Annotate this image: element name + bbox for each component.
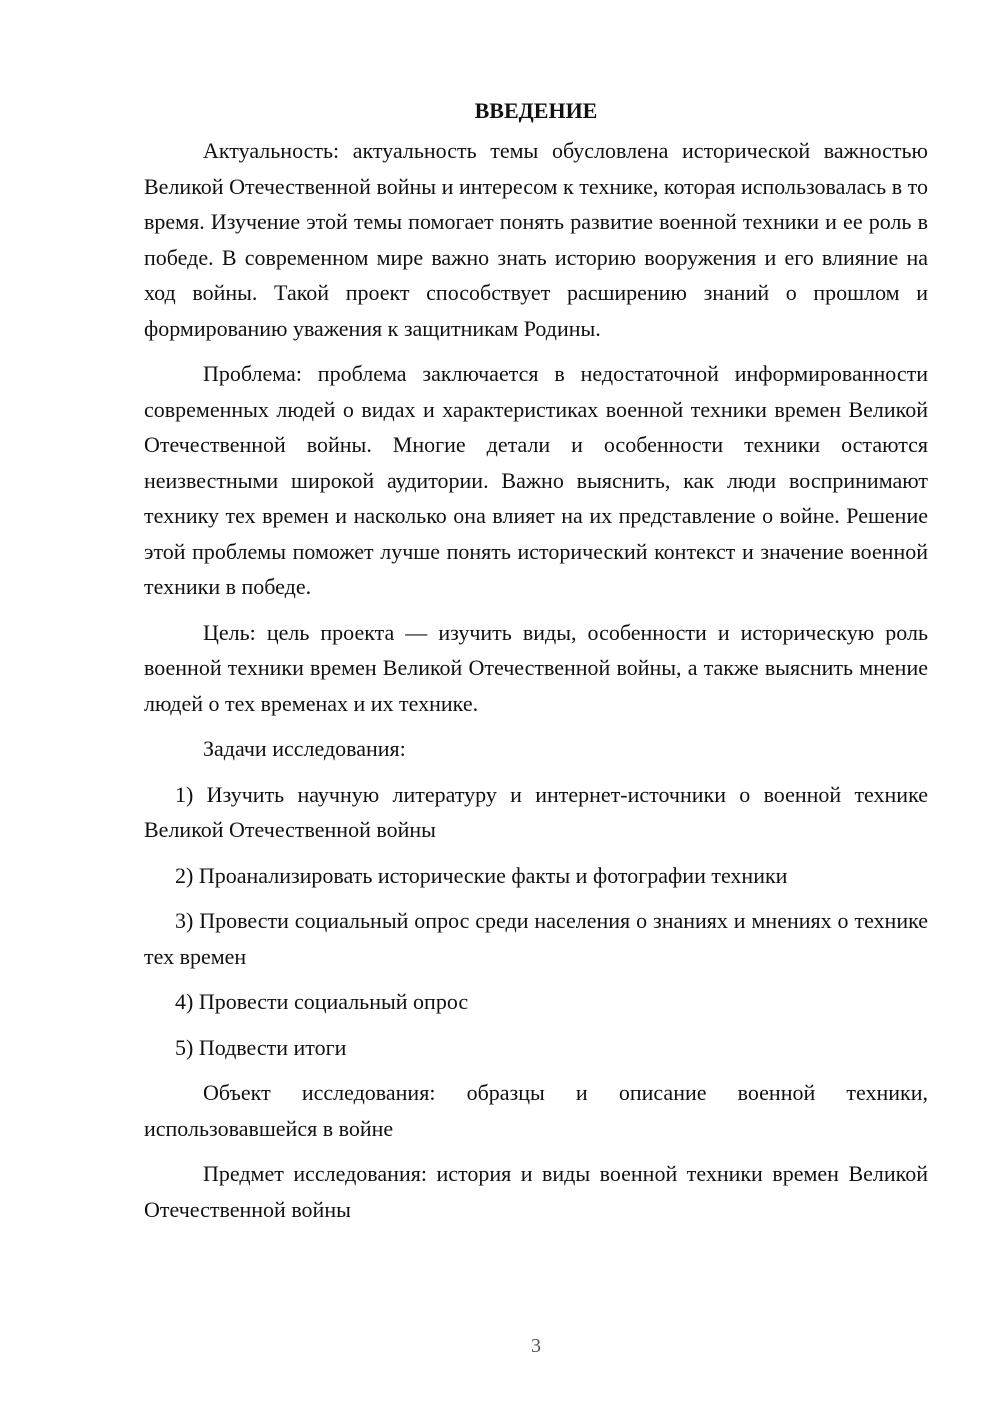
page-number-container [0, 1334, 1000, 1358]
relevance-paragraph: Актуальность: актуальность темы обусловлена исторической важностью Великой Отечественной войны и интересом к технике, которая использовалась в то время. Изучение этой темы помогает понять развитие военной техники и ее роль в победе. В современном мире важно знать историю вооружения и его влияние на ход войны. Такой проект способствует расширению знаний о прошлом и формированию уважения к защитникам Родины. [144, 138, 928, 341]
section-heading: ВВЕДЕНИЕ [474, 98, 598, 123]
research-subject-paragraph: Предмет исследования: история и виды военной техники времен Великой Отечественной войны [144, 1161, 928, 1222]
tasks-title: Задачи исследования: [203, 736, 406, 761]
page-content [144, 93, 928, 1237]
tasks-list [144, 777, 928, 1066]
research-object-paragraph: Объект исследования: образцы и описание военной техники, использовавшейся в войне [144, 1080, 928, 1141]
task-item-3: 3) Провести социальный опрос среди населения о знаниях и мнениях о технике тех времен [144, 908, 928, 969]
task-item-1: 1) Изучить научную литературу и интернет-источники о военной технике Великой Отечественной войны [144, 781, 928, 842]
task-item-2: 2) Проанализировать исторические факты и фотографии техники [175, 862, 788, 888]
task-item-4: 4) Провести социальный опрос [175, 989, 469, 1014]
page-number: 3 [531, 1335, 541, 1357]
problem-paragraph: Проблема: проблема заключается в недостаточной информированности современных людей о видах и характеристиках военной техники времен Великой Отечественной войны. Многие детали и особенности техники остаются неизвестными широкой аудитории. Важно выяснить, как люди воспринимают технику тех времен и насколько она влияет на их представление о войне. Решение этой проблемы поможет лучше понять исторический контекст и значение военной техники в победе. [144, 361, 928, 599]
goal-paragraph: Цель: цель проекта — изучить виды, особенности и историческую роль военной техники времен Великой Отечественной войны, а также выяснить мнение людей о тех временах и их технике. [144, 619, 928, 716]
task-item-5: 5) Подвести итоги [175, 1034, 347, 1060]
